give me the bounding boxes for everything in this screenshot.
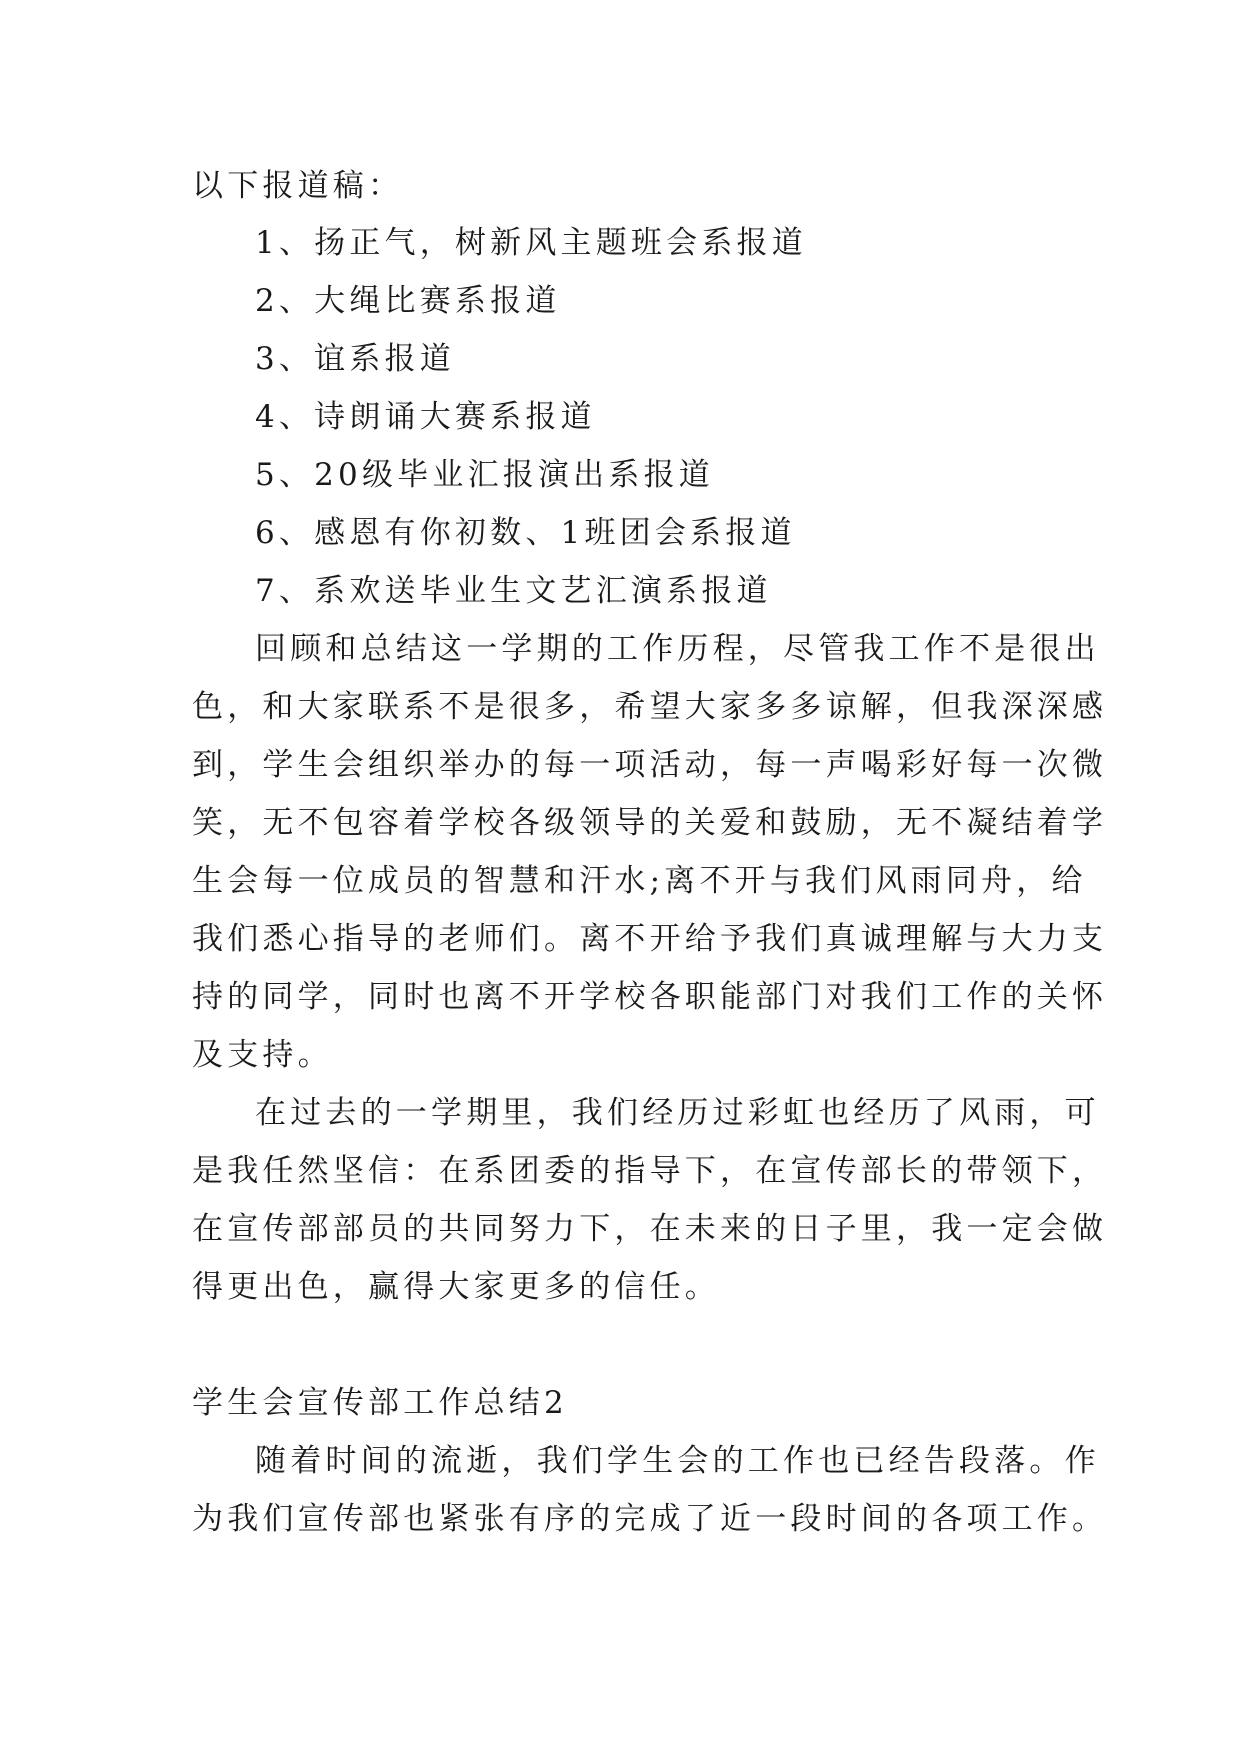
report-item: 7、系欢送毕业生文艺汇演系报道 [255,573,772,609]
paragraph-line: 在过去的一学期里，我们经历过彩虹也经历了风雨，可 [255,1095,1100,1131]
report-item: 1、扬正气，树新风主题班会系报道 [255,225,807,261]
paragraph-line: 回顾和总结这一学期的工作历程，尽管我工作不是很出 [255,631,1100,667]
paragraph-line: 在宣传部部员的共同努力下，在未来的日子里，我一定会做 [192,1211,1108,1247]
report-item: 3、谊系报道 [255,341,455,377]
section-title: 学生会宣传部工作总结2 [192,1385,568,1421]
paragraph-line: 笑，无不包容着学校各级领导的关爱和鼓励，无不凝结着学 [192,805,1108,841]
report-item: 5、20级毕业汇报演出系报道 [255,457,714,493]
report-item: 2、大绳比赛系报道 [255,283,561,319]
report-item: 4、诗朗诵大赛系报道 [255,399,596,435]
paragraph-line: 我们悉心指导的老师们。离不开给予我们真诚理解与大力支 [192,921,1108,957]
paragraph-line: 到，学生会组织举办的每一项活动，每一声喝彩好每一次微 [192,747,1108,783]
paragraph-line: 为我们宣传部也紧张有序的完成了近一段时间的各项工作。 [192,1501,1108,1537]
paragraph-line: 色，和大家联系不是很多，希望大家多多谅解，但我深深感 [192,689,1108,725]
paragraph-line: 是我任然坚信：在系团委的指导下，在宣传部长的带领下， [192,1153,1108,1189]
intro-label: 以下报道稿： [192,168,404,204]
paragraph-line: 随着时间的流逝，我们学生会的工作也已经告段落。作 [255,1443,1100,1479]
paragraph-line: 持的同学，同时也离不开学校各职能部门对我们工作的关怀 [192,979,1108,1015]
paragraph-line: 得更出色，赢得大家更多的信任。 [192,1269,720,1305]
paragraph-line: 及支持。 [192,1037,333,1073]
report-item: 6、感恩有你初数、1班团会系报道 [255,515,796,551]
paragraph-line: 生会每一位成员的智慧和汗水;离不开与我们风雨同舟，给 [192,863,1087,899]
